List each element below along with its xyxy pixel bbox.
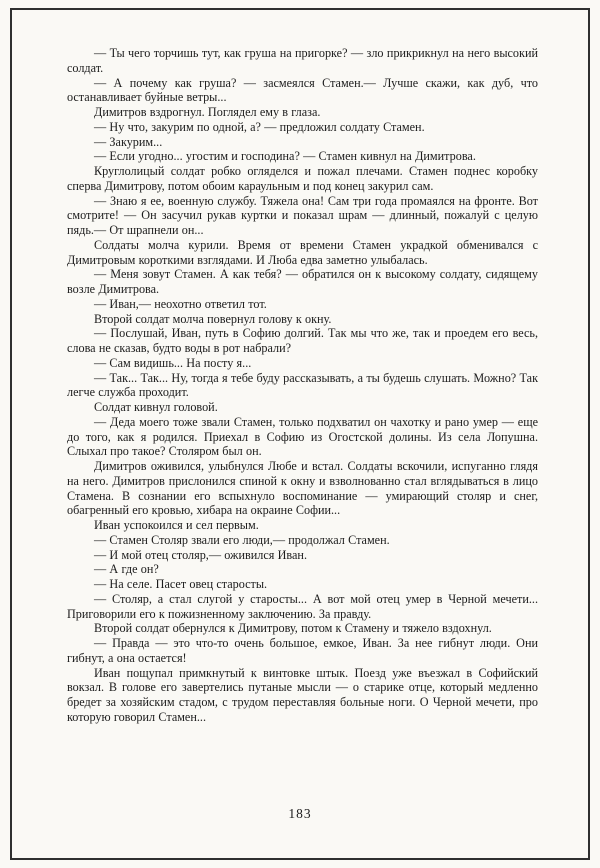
paragraph: — Правда — это что-то очень большое, емкое, Иван. За нее гибнут люди. Они гибнут, а она остается! [67,636,538,665]
paragraph: Солдаты молча курили. Время от времени Стамен украдкой обменивался с Димитровым короткими взглядами. И Люба едва заметно улыбалась. [67,237,538,267]
paragraph: — На селе. Пасет овец старосты. [94,577,268,591]
paragraph: Второй солдат молча повернул голову к окну. [94,311,332,326]
paragraph: — Меня зовут Стамен. А как тебя? — обратился он к высокому солдату, сидящему возле Димитрова. [67,267,538,296]
paragraph: — А почему как груша? — засмеялся Стамен.— Лучше скажи, как дуб, что останавливает буйные ветры... [67,75,538,105]
paragraph: — Если угодно... угостим и господина? — Стамен кивнул на Димитрова. [94,149,476,164]
paragraph: — Знаю я ее, военную службу. Тяжела она! Сам три года промаялся на фронте. Вот смотрите! — Он засучил рукав куртки и показал шрам — длинный, пожалуй с целую пядь.— От шрапнели он... [67,193,538,237]
paragraph: Второй солдат обернулся к Димитрову, потом к Стамену и тяжело вздохнул. [94,621,492,636]
paragraph: Иван успокоился и сел первым. [94,518,259,532]
paragraph: — Столяр, а стал слугой у старосты... А вот мой отец умер в Черной мечети... Приговорили его к пожизненному заключению. За правду. [67,591,538,621]
paragraph: — Ну что, закурим по одной, а? — предложил солдату Стамен. [94,119,425,134]
page-number: 183 [288,806,312,821]
paragraph: Димитров вздрогнул. Поглядел ему в глаза. [94,105,321,119]
paragraph: Круглолицый солдат робко огляделся и пожал плечами. Стамен поднес коробку сперва Димитрову, потом обоим караульным и под конец закурил сам. [67,164,538,193]
paragraph: Иван пощупал примкнутый к винтовке штык. Поезд уже въезжал в Софийский вокзал. В голове его завертелись путаные мысли — о старике отце, который медленно бредет за хозяйским стадом, с трудом переставляя больные ноги. О Черной мечети, про которую говорил Стамен... [67,665,538,724]
paragraph: — А где он? [94,562,159,577]
paragraph: — Так... Так... Ну, тогда я тебе буду рассказывать, а ты будешь слушать. Можно? Так легче служба проходит. [67,370,538,400]
page-text [67,46,538,725]
paragraph: — Закурим... [94,134,163,149]
paragraph: — Деда моего тоже звали Стамен, только подхватил он чахотку и рано умер — еще до того, как я родился. Приехал в Софию из Огостской долины. Из села Лопушна. Слыхал про такое? Столяром был он. [67,414,538,459]
paragraph: — Ты чего торчишь тут, как груша на пригорке? — зло прикрикнул на него высокий солдат. [67,46,538,75]
paragraph: — Стамен Столяр звали его люди,— продолжал Стамен. [94,532,390,547]
paragraph: Димитров оживился, улыбнулся Любе и встал. Солдаты вскочили, испуганно глядя на него. Димитров прислонился спиной к окну и взволнованно стал вглядываться в лицо Стамена. В сознании его вспыхнуло воспоминание — умирающий столяр и снег, обагренный его кровью, хибара на окраине Софии... [67,459,538,518]
paragraph: — Сам видишь... На посту я... [94,355,252,370]
paragraph: — Иван,— неохотно ответил тот. [94,296,267,311]
paragraph: — Послушай, Иван, путь в Софию долгий. Так мы что же, так и проедем его весь, слова не сказав, будто воды в рот набрали? [67,326,538,355]
paragraph: — И мой отец столяр,— оживился Иван. [94,547,307,562]
paragraph: Солдат кивнул головой. [94,400,218,414]
